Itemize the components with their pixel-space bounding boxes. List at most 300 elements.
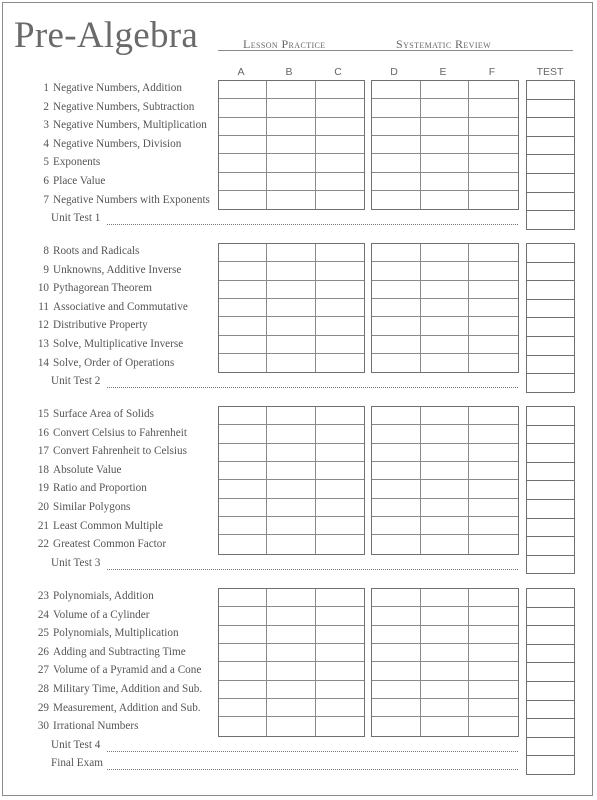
- test-score-box[interactable]: [526, 681, 575, 701]
- test-score-box[interactable]: [526, 262, 575, 282]
- score-cell[interactable]: [219, 626, 267, 644]
- lesson-label: [37, 646, 186, 658]
- test-score-box[interactable]: [526, 80, 575, 100]
- lesson-number: 12: [37, 319, 49, 332]
- lesson-label: [37, 282, 152, 294]
- score-cell[interactable]: [372, 462, 421, 480]
- score-cell[interactable]: [469, 444, 518, 462]
- score-cell[interactable]: [372, 99, 421, 117]
- score-cell[interactable]: [219, 681, 267, 699]
- score-cell[interactable]: [219, 354, 267, 372]
- score-cell[interactable]: [267, 480, 315, 498]
- lesson-title: Adding and Subtracting Time: [53, 645, 186, 658]
- score-cell[interactable]: [316, 81, 364, 99]
- score-cell[interactable]: [267, 244, 315, 262]
- lesson-title: Negative Numbers, Subtraction: [53, 100, 195, 113]
- score-cell[interactable]: [267, 681, 315, 699]
- score-cell[interactable]: [372, 354, 421, 372]
- score-cell[interactable]: [267, 81, 315, 99]
- test-score-box[interactable]: [526, 480, 575, 500]
- score-cell[interactable]: [421, 354, 470, 372]
- score-cell[interactable]: [267, 299, 315, 317]
- score-cell[interactable]: [372, 517, 421, 535]
- lesson-number: 7: [43, 193, 49, 206]
- unit-test-label: Unit Test 3: [51, 556, 101, 569]
- unit-test-label: Unit Test 1: [51, 212, 101, 225]
- lesson-number: 9: [43, 263, 49, 276]
- score-cell[interactable]: [372, 281, 421, 299]
- score-cell[interactable]: [219, 317, 267, 335]
- lesson-practice-grid: [218, 406, 365, 555]
- lesson-label: [37, 175, 105, 187]
- systematic-review-grid: [371, 243, 519, 373]
- score-cell[interactable]: [219, 99, 267, 117]
- score-cell[interactable]: [372, 81, 421, 99]
- score-cell[interactable]: [372, 191, 421, 209]
- score-cell[interactable]: [219, 717, 267, 735]
- lesson-label: [37, 627, 179, 639]
- score-cell[interactable]: [316, 444, 364, 462]
- score-cell[interactable]: [372, 535, 421, 553]
- score-cell[interactable]: [316, 517, 364, 535]
- score-cell[interactable]: [421, 517, 470, 535]
- score-cell[interactable]: [316, 244, 364, 262]
- score-cell[interactable]: [469, 299, 518, 317]
- score-cell[interactable]: [219, 644, 267, 662]
- test-score-box[interactable]: [526, 355, 575, 375]
- score-cell[interactable]: [469, 499, 518, 517]
- lesson-practice-heading: Lesson Practice: [243, 37, 326, 51]
- score-cell[interactable]: [421, 407, 470, 425]
- score-cell[interactable]: [372, 662, 421, 680]
- score-cell[interactable]: [267, 535, 315, 553]
- score-cell[interactable]: [421, 535, 470, 553]
- score-cell[interactable]: [469, 281, 518, 299]
- score-cell[interactable]: [421, 191, 470, 209]
- lesson-label: [37, 427, 187, 439]
- score-cell[interactable]: [267, 354, 315, 372]
- score-cell[interactable]: [267, 444, 315, 462]
- score-cell[interactable]: [421, 589, 470, 607]
- score-cell[interactable]: [421, 136, 470, 154]
- score-cell[interactable]: [421, 644, 470, 662]
- score-cell[interactable]: [469, 517, 518, 535]
- score-cell[interactable]: [316, 299, 364, 317]
- unit-test-score-box[interactable]: [526, 555, 575, 575]
- score-cell[interactable]: [469, 99, 518, 117]
- score-cell[interactable]: [421, 699, 470, 717]
- systematic-review-grid: [371, 588, 519, 737]
- lesson-label: [37, 156, 100, 168]
- score-cell[interactable]: [469, 154, 518, 172]
- lesson-number: 18: [37, 463, 49, 476]
- score-cell[interactable]: [421, 317, 470, 335]
- lesson-label: [37, 338, 183, 350]
- score-cell[interactable]: [469, 662, 518, 680]
- lesson-number: 11: [38, 300, 49, 313]
- score-cell[interactable]: [219, 517, 267, 535]
- score-cell[interactable]: [316, 607, 364, 625]
- score-cell[interactable]: [372, 173, 421, 191]
- score-cell[interactable]: [469, 81, 518, 99]
- score-cell[interactable]: [372, 407, 421, 425]
- test-score-box[interactable]: [526, 588, 575, 608]
- score-cell[interactable]: [421, 81, 470, 99]
- lesson-label: [37, 445, 187, 457]
- lesson-title: Pythagorean Theorem: [53, 282, 152, 295]
- lesson-title: Absolute Value: [53, 463, 122, 476]
- score-cell[interactable]: [372, 626, 421, 644]
- test-score-box[interactable]: [526, 299, 575, 319]
- score-cell[interactable]: [421, 281, 470, 299]
- score-cell[interactable]: [421, 607, 470, 625]
- score-cell[interactable]: [372, 154, 421, 172]
- dotted-leader: [107, 569, 518, 570]
- score-cell[interactable]: [219, 662, 267, 680]
- score-cell[interactable]: [372, 499, 421, 517]
- score-cell[interactable]: [316, 644, 364, 662]
- score-cell[interactable]: [267, 154, 315, 172]
- score-cell[interactable]: [372, 699, 421, 717]
- test-score-box[interactable]: [526, 700, 575, 720]
- score-cell[interactable]: [469, 699, 518, 717]
- lesson-label: [37, 319, 148, 331]
- lesson-title: Polynomials, Multiplication: [53, 627, 179, 640]
- score-cell[interactable]: [469, 354, 518, 372]
- score-cell[interactable]: [267, 717, 315, 735]
- score-cell[interactable]: [267, 118, 315, 136]
- score-cell[interactable]: [219, 425, 267, 443]
- lesson-title: Greatest Common Factor: [53, 538, 167, 551]
- lesson-label: [37, 119, 207, 131]
- score-cell[interactable]: [421, 626, 470, 644]
- score-cell[interactable]: [469, 626, 518, 644]
- score-cell[interactable]: [469, 717, 518, 735]
- score-cell[interactable]: [421, 118, 470, 136]
- lesson-number: 3: [43, 119, 49, 132]
- unit-test-score-box[interactable]: [526, 373, 575, 393]
- score-cell[interactable]: [469, 462, 518, 480]
- page-title: Pre-Algebra: [14, 15, 199, 56]
- score-cell[interactable]: [316, 354, 364, 372]
- score-cell[interactable]: [316, 535, 364, 553]
- lesson-number: 24: [37, 608, 49, 621]
- score-cell[interactable]: [421, 336, 470, 354]
- score-cell[interactable]: [267, 136, 315, 154]
- column-header-a: A: [237, 66, 245, 78]
- unit-test-score-box[interactable]: [526, 737, 575, 757]
- score-cell[interactable]: [372, 244, 421, 262]
- score-cell[interactable]: [316, 662, 364, 680]
- unit-test-score-box[interactable]: [526, 210, 575, 230]
- score-cell[interactable]: [469, 681, 518, 699]
- lesson-title: Negative Numbers, Division: [53, 137, 182, 150]
- score-cell[interactable]: [316, 699, 364, 717]
- lesson-label: [37, 408, 154, 420]
- test-score-box[interactable]: [526, 644, 575, 664]
- lesson-label: [37, 538, 166, 550]
- score-cell[interactable]: [316, 281, 364, 299]
- lesson-number: 1: [43, 82, 49, 94]
- score-cell[interactable]: [421, 462, 470, 480]
- test-score-box[interactable]: [526, 243, 575, 263]
- lesson-title: Surface Area of Solids: [53, 408, 154, 420]
- score-cell[interactable]: [316, 425, 364, 443]
- score-cell[interactable]: [421, 99, 470, 117]
- score-cell[interactable]: [219, 462, 267, 480]
- score-cell[interactable]: [219, 244, 267, 262]
- score-cell[interactable]: [421, 244, 470, 262]
- lesson-number: 4: [43, 137, 49, 150]
- test-score-box[interactable]: [526, 117, 575, 137]
- lesson-number: 6: [43, 175, 49, 187]
- test-score-box[interactable]: [526, 192, 575, 212]
- score-cell[interactable]: [316, 262, 364, 280]
- lesson-label: [37, 138, 181, 150]
- lesson-label: [37, 357, 174, 369]
- score-cell[interactable]: [267, 173, 315, 191]
- score-cell[interactable]: [421, 681, 470, 699]
- column-header-d: D: [390, 66, 398, 78]
- score-cell[interactable]: [316, 191, 364, 209]
- score-cell[interactable]: [316, 499, 364, 517]
- score-cell[interactable]: [421, 444, 470, 462]
- lesson-label: [37, 245, 139, 257]
- score-cell[interactable]: [267, 607, 315, 625]
- lesson-label: [37, 720, 138, 732]
- test-score-box[interactable]: [526, 462, 575, 482]
- lesson-number: 14: [37, 356, 49, 369]
- lesson-number: 26: [37, 645, 49, 658]
- score-cell[interactable]: [267, 425, 315, 443]
- score-cell[interactable]: [219, 191, 267, 209]
- lesson-number: 25: [37, 627, 49, 640]
- score-cell[interactable]: [267, 462, 315, 480]
- score-cell[interactable]: [421, 480, 470, 498]
- score-cell[interactable]: [219, 480, 267, 498]
- score-cell[interactable]: [372, 607, 421, 625]
- score-cell[interactable]: [469, 173, 518, 191]
- column-header-test: TEST: [536, 66, 564, 78]
- lesson-label: [37, 82, 182, 94]
- test-score-box[interactable]: [526, 317, 575, 337]
- score-cell[interactable]: [267, 589, 315, 607]
- score-cell[interactable]: [219, 118, 267, 136]
- score-cell[interactable]: [316, 462, 364, 480]
- score-cell[interactable]: [316, 480, 364, 498]
- score-cell[interactable]: [267, 626, 315, 644]
- score-cell[interactable]: [469, 262, 518, 280]
- lesson-number: 17: [37, 445, 49, 458]
- lesson-title: Exponents: [53, 156, 101, 169]
- test-score-box[interactable]: [526, 518, 575, 538]
- score-cell[interactable]: [219, 589, 267, 607]
- score-cell[interactable]: [469, 317, 518, 335]
- score-cell[interactable]: [219, 281, 267, 299]
- lesson-label: [37, 482, 147, 494]
- score-cell[interactable]: [469, 118, 518, 136]
- score-cell[interactable]: [267, 407, 315, 425]
- score-cell[interactable]: [372, 299, 421, 317]
- score-cell[interactable]: [267, 517, 315, 535]
- score-cell[interactable]: [372, 317, 421, 335]
- score-cell[interactable]: [372, 136, 421, 154]
- test-score-box[interactable]: [526, 499, 575, 519]
- score-cell[interactable]: [469, 480, 518, 498]
- score-cell[interactable]: [219, 535, 267, 553]
- lesson-practice-grid: [218, 588, 365, 737]
- score-cell[interactable]: [421, 154, 470, 172]
- score-cell[interactable]: [421, 499, 470, 517]
- score-cell[interactable]: [219, 499, 267, 517]
- lesson-label: [37, 464, 121, 476]
- score-cell[interactable]: [421, 717, 470, 735]
- score-cell[interactable]: [372, 589, 421, 607]
- lesson-title: Solve, Order of Operations: [53, 356, 175, 369]
- score-cell[interactable]: [372, 425, 421, 443]
- score-cell[interactable]: [316, 589, 364, 607]
- score-cell[interactable]: [316, 173, 364, 191]
- unit-test-label: Unit Test 4: [51, 738, 101, 751]
- score-cell[interactable]: [421, 299, 470, 317]
- score-cell[interactable]: [421, 662, 470, 680]
- score-cell[interactable]: [316, 154, 364, 172]
- test-score-box[interactable]: [526, 336, 575, 356]
- lesson-number: 20: [37, 501, 49, 513]
- lesson-title: Least Common Multiple: [53, 519, 164, 532]
- score-cell[interactable]: [469, 425, 518, 443]
- systematic-review-grid: [371, 80, 519, 210]
- score-cell[interactable]: [267, 262, 315, 280]
- test-score-box[interactable]: [526, 536, 575, 556]
- score-cell[interactable]: [372, 644, 421, 662]
- score-cell[interactable]: [469, 191, 518, 209]
- test-score-box[interactable]: [526, 136, 575, 156]
- test-score-box[interactable]: [526, 607, 575, 627]
- lesson-label: [37, 702, 201, 714]
- score-cell[interactable]: [219, 173, 267, 191]
- score-cell[interactable]: [219, 136, 267, 154]
- score-cell[interactable]: [316, 407, 364, 425]
- score-cell[interactable]: [267, 281, 315, 299]
- unit-test-label: Final Exam: [51, 757, 103, 770]
- score-cell[interactable]: [316, 317, 364, 335]
- lesson-title: Convert Fahrenheit to Celsius: [53, 445, 187, 458]
- score-cell[interactable]: [316, 99, 364, 117]
- test-score-box[interactable]: [526, 99, 575, 119]
- score-cell[interactable]: [469, 136, 518, 154]
- score-cell[interactable]: [267, 99, 315, 117]
- score-cell[interactable]: [421, 262, 470, 280]
- lesson-practice-grid: [218, 80, 365, 210]
- score-cell[interactable]: [219, 299, 267, 317]
- score-cell[interactable]: [421, 173, 470, 191]
- score-cell[interactable]: [219, 699, 267, 717]
- score-cell[interactable]: [372, 118, 421, 136]
- score-cell[interactable]: [316, 626, 364, 644]
- test-score-box[interactable]: [526, 406, 575, 426]
- lesson-label: [37, 301, 188, 313]
- unit-test-label: Unit Test 2: [51, 375, 101, 388]
- score-cell[interactable]: [469, 644, 518, 662]
- lesson-title: Associative and Commutative: [53, 300, 188, 313]
- score-cell[interactable]: [469, 407, 518, 425]
- column-header-b: B: [285, 66, 293, 78]
- unit-test-score-box[interactable]: [526, 755, 575, 775]
- score-cell[interactable]: [421, 425, 470, 443]
- lesson-label: [37, 101, 194, 113]
- lesson-label: [37, 590, 154, 602]
- test-score-box[interactable]: [526, 662, 575, 682]
- lesson-number: 5: [43, 156, 49, 169]
- score-cell[interactable]: [372, 262, 421, 280]
- score-cell[interactable]: [372, 444, 421, 462]
- score-cell[interactable]: [267, 644, 315, 662]
- score-cell[interactable]: [316, 336, 364, 354]
- test-score-box[interactable]: [526, 625, 575, 645]
- score-cell[interactable]: [267, 699, 315, 717]
- lesson-title: Unknowns, Additive Inverse: [53, 263, 182, 276]
- score-cell[interactable]: [469, 607, 518, 625]
- lesson-title: Negative Numbers, Multiplication: [53, 119, 207, 132]
- test-score-box[interactable]: [526, 718, 575, 738]
- lesson-number: 23: [37, 590, 49, 602]
- score-cell[interactable]: [219, 262, 267, 280]
- score-cell[interactable]: [372, 336, 421, 354]
- score-cell[interactable]: [372, 717, 421, 735]
- test-score-box[interactable]: [526, 154, 575, 174]
- score-cell[interactable]: [267, 499, 315, 517]
- score-cell[interactable]: [267, 662, 315, 680]
- lesson-number: 13: [37, 338, 49, 350]
- score-cell[interactable]: [267, 191, 315, 209]
- score-cell[interactable]: [219, 407, 267, 425]
- score-cell[interactable]: [469, 336, 518, 354]
- lesson-title: Ratio and Proportion: [53, 482, 147, 495]
- test-score-box[interactable]: [526, 280, 575, 300]
- score-cell[interactable]: [219, 444, 267, 462]
- test-score-box[interactable]: [526, 173, 575, 193]
- lesson-title: Negative Numbers with Exponents: [53, 193, 210, 206]
- lesson-number: 10: [37, 282, 49, 295]
- lesson-label: [37, 609, 149, 621]
- lesson-title: Polynomials, Addition: [53, 590, 154, 602]
- score-cell[interactable]: [316, 118, 364, 136]
- lesson-number: 21: [37, 519, 49, 532]
- lesson-title: Place Value: [53, 175, 106, 187]
- lesson-title: Solve, Multiplicative Inverse: [53, 338, 184, 350]
- score-cell[interactable]: [372, 681, 421, 699]
- test-score-box[interactable]: [526, 425, 575, 445]
- score-cell[interactable]: [219, 154, 267, 172]
- score-cell[interactable]: [219, 607, 267, 625]
- score-cell[interactable]: [316, 136, 364, 154]
- score-cell[interactable]: [219, 336, 267, 354]
- score-cell[interactable]: [267, 317, 315, 335]
- score-cell[interactable]: [469, 535, 518, 553]
- score-cell[interactable]: [267, 336, 315, 354]
- score-cell[interactable]: [219, 81, 267, 99]
- lesson-title: Military Time, Addition and Sub.: [53, 683, 203, 695]
- score-cell[interactable]: [469, 589, 518, 607]
- score-cell[interactable]: [316, 717, 364, 735]
- lesson-number: 28: [37, 683, 49, 695]
- score-cell[interactable]: [316, 681, 364, 699]
- score-cell[interactable]: [469, 244, 518, 262]
- test-score-box[interactable]: [526, 443, 575, 463]
- dotted-leader: [107, 224, 518, 225]
- score-cell[interactable]: [372, 480, 421, 498]
